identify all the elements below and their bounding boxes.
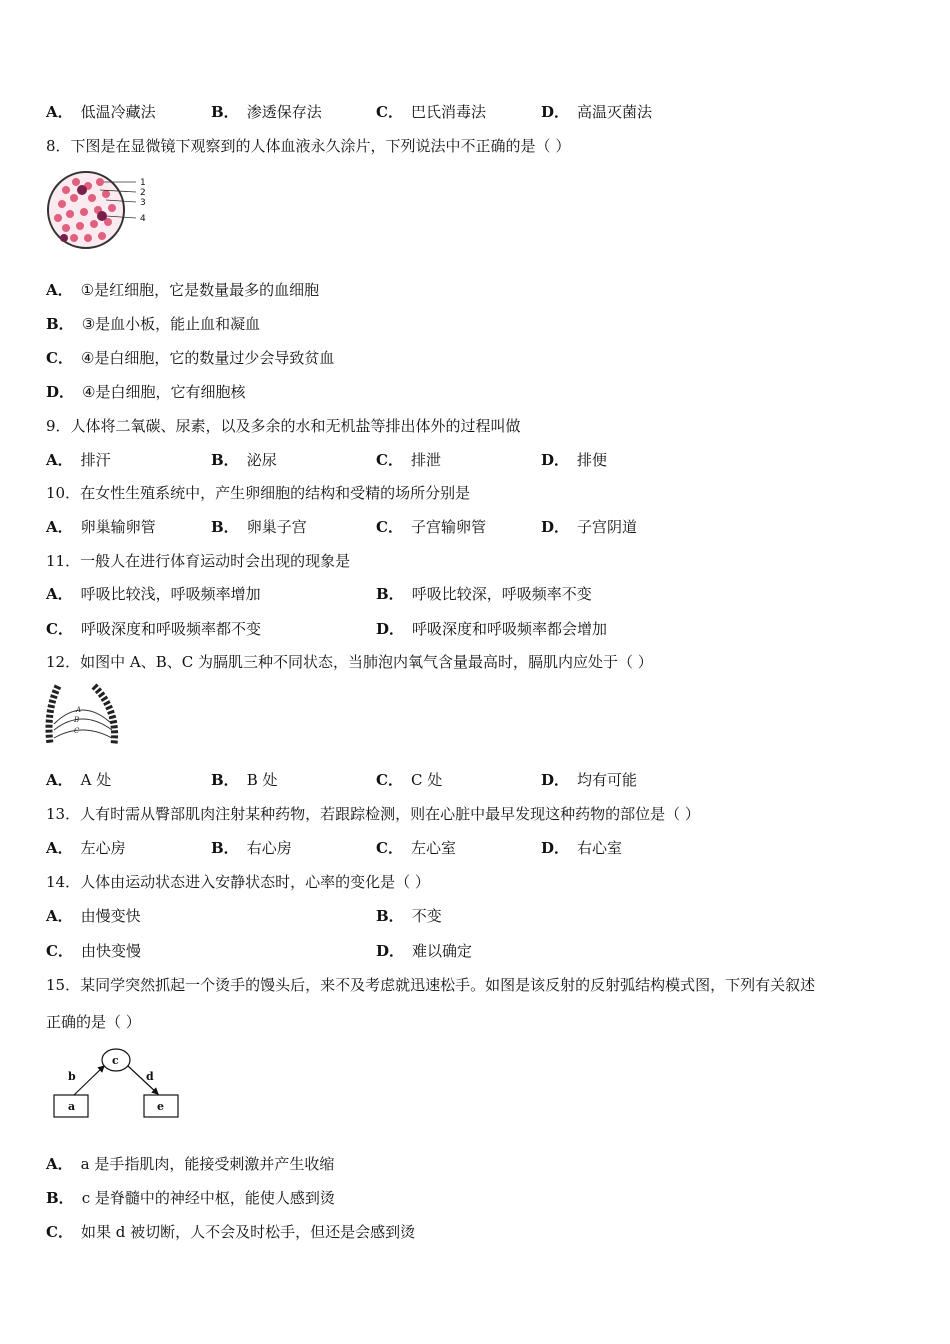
q11-option-c: C． 呼吸深度和呼吸频率都不变 (46, 620, 261, 638)
q9-stem: 9．人体将二氧碳、尿素，以及多余的水和无机盐等排出体外的过程叫做 (46, 417, 521, 435)
q7-option-d: D． 高温灭菌法 (541, 103, 653, 121)
q13-option-a: A． 左心房 (46, 839, 126, 857)
white-blood-cell (97, 211, 107, 221)
q8-option-d: D． ④是白细胞，它有细胞核 (46, 383, 246, 401)
fig-label-d: d (146, 1070, 154, 1083)
q10-stem: 10．在女性生殖系统中，产生卵细胞的结构和受精的场所分别是 (46, 484, 471, 502)
q14-option-b: B． 不变 (376, 907, 442, 925)
q10-option-a: A． 卵巢输卵管 (46, 518, 156, 536)
q14-option-a: A． 由慢变快 (46, 907, 141, 925)
q13-option-b: B． 右心房 (211, 839, 292, 857)
fig-label-4: 4 (140, 214, 146, 224)
fig-label-3: 3 (140, 198, 146, 208)
q15-option-c: C． 如果 d 被切断，人不会及时松手，但还是会感到烫 (46, 1223, 416, 1241)
q12-stem: 12．如图中 A、B、C 为膈肌三种不同状态，当肺泡内氧气含量最高时，膈肌内应处于（ ） (46, 653, 653, 671)
q7-option-c: C． 巴氏消毒法 (376, 103, 486, 121)
q8-option-a: A． ①是红细胞，它是数量最多的血细胞 (46, 281, 320, 299)
q11-option-a: A． 呼吸比较浅，呼吸频率增加 (46, 585, 261, 603)
q14-stem: 14．人体由运动状态进入安静状态时，心率的变化是（ ） (46, 873, 430, 891)
q14-option-d: D． 难以确定 (376, 942, 473, 960)
q14-option-c: C． 由快变慢 (46, 942, 141, 960)
white-blood-cell (60, 234, 68, 242)
q11-option-d: D． 呼吸深度和呼吸频率都会增加 (376, 620, 608, 638)
q15-option-a: A． a 是手指肌肉，能接受刺激并产生收缩 (46, 1155, 335, 1173)
fig-label-b: b (68, 1070, 76, 1083)
q9-option-b: B． 泌尿 (211, 451, 277, 469)
q13-stem: 13．人有时需从臀部肌肉注射某种药物，若跟踪检测，则在心脏中最早发现这种药物的部位是（ ） (46, 805, 700, 823)
q9-option-d: D． 排便 (541, 451, 608, 469)
blood-smear-figure (44, 168, 154, 258)
q12-option-c: C． C 处 (376, 771, 443, 789)
fig-label-c: c (112, 1054, 119, 1067)
q15-stem-line-2: 正确的是（ ） (46, 1013, 141, 1031)
fig-label-a: A (76, 706, 82, 714)
q12-option-d: D． 均有可能 (541, 771, 638, 789)
q8-option-c: C． ④是白细胞，它的数量过少会导致贫血 (46, 349, 335, 367)
q11-option-b: B． 呼吸比较深，呼吸频率不变 (376, 585, 592, 603)
q7-option-b: B． 渗透保存法 (211, 103, 322, 121)
left-rib-wall (49, 686, 58, 744)
q13-option-d: D． 右心室 (541, 839, 623, 857)
right-rib-wall (94, 686, 115, 744)
white-blood-cell (77, 185, 87, 195)
diaphragm-curve-b (54, 719, 112, 730)
q8-option-b: B． ③是血小板，能止血和凝血 (46, 315, 261, 333)
q10-option-d: D． 子宫阴道 (541, 518, 638, 536)
reflex-arc-figure (44, 1042, 184, 1122)
q10-option-c: C． 子宫输卵管 (376, 518, 486, 536)
q9-option-c: C． 排泄 (376, 451, 441, 469)
q13-option-c: C． 左心室 (376, 839, 456, 857)
fig-label-a: a (68, 1100, 76, 1113)
diaphragm-curve-a (54, 710, 112, 724)
q12-option-b: B． B 处 (211, 771, 278, 789)
q10-option-b: B． 卵巢子宫 (211, 518, 307, 536)
fig-label-2: 2 (140, 188, 146, 198)
fig-label-e: e (157, 1100, 164, 1113)
q9-option-a: A． 排汗 (46, 451, 111, 469)
q7-option-a: A． 低温冷藏法 (46, 103, 156, 121)
arrow-b (74, 1066, 104, 1095)
fig-label-b: B (74, 716, 80, 724)
q15-option-b: B． c 是脊髓中的神经中枢，能使人感到烫 (46, 1189, 335, 1207)
q12-option-a: A． A 处 (46, 771, 112, 789)
fig-label-c: C (74, 727, 80, 735)
q11-stem: 11．一般人在进行体育运动时会出现的现象是 (46, 552, 351, 570)
diaphragm-figure (44, 682, 124, 748)
q15-stem-line-1: 15．某同学突然抓起一个烫手的馒头后，来不及考虑就迅速松手。如图是该反射的反射弧结构模式图，下列有关叙述 (46, 976, 816, 994)
fig-label-1: 1 (140, 178, 146, 188)
diaphragm-curve-c (54, 730, 112, 738)
q8-stem: 8．下图是在显微镜下观察到的人体血液永久涂片，下列说法中不正确的是（ ） (46, 137, 571, 155)
